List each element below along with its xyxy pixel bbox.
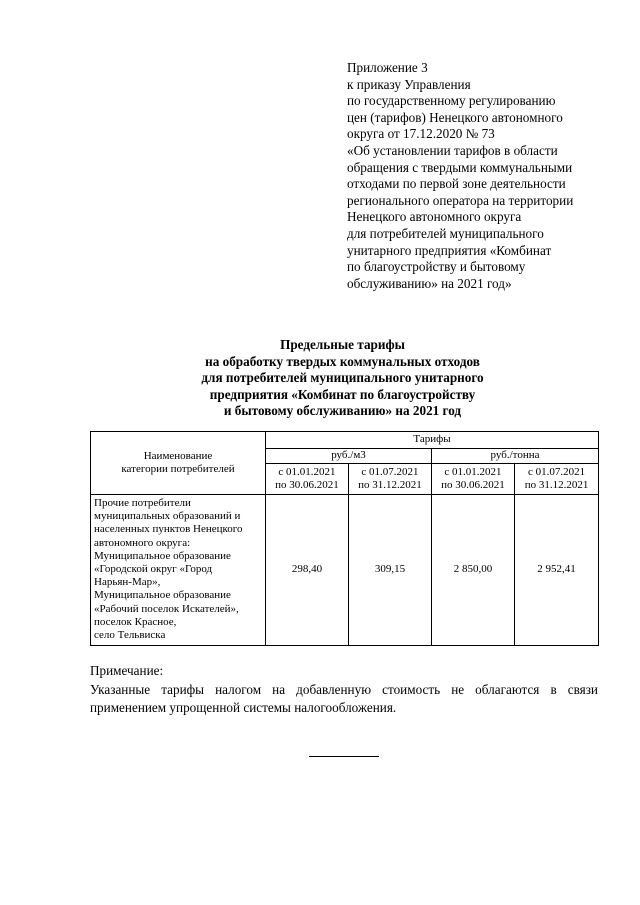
appendix-line: по благоустройству и бытовому	[347, 259, 526, 275]
closing-divider	[309, 756, 379, 757]
period-header-cell	[349, 464, 432, 495]
category-header-line: категории потребителей	[121, 463, 235, 475]
appendix-line: отходами по первой зоне деятельности	[347, 176, 566, 192]
appendix-line: Ненецкого автономного округа	[347, 209, 522, 225]
appendix-line: унитарного предприятия «Комбинат	[347, 242, 552, 258]
category-header-cell	[91, 432, 266, 495]
period-from: с 01.07.2021	[361, 465, 419, 478]
title-line: предприятия «Комбинат по благоустройству	[209, 386, 476, 402]
tariffs-header-cell: Тарифы	[266, 432, 599, 449]
period-from: с 01.07.2021	[527, 465, 586, 478]
period-to: по 30.06.2021	[441, 479, 505, 491]
appendix-line: «Об установлении тарифов в области	[347, 142, 558, 158]
category-line: «Городской округ «Город	[94, 563, 213, 576]
note-label: Примечание:	[90, 663, 164, 678]
appendix-line: для потребителей муниципального	[347, 225, 544, 241]
appendix-line: округа от 17.12.2020 № 73	[347, 126, 495, 142]
unit-header-tonne: руб./тонна	[432, 449, 599, 464]
category-cell	[91, 495, 266, 646]
period-to: по 30.06.2021	[275, 479, 339, 491]
appendix-line: цен (тарифов) Ненецкого автономного	[347, 109, 563, 125]
category-line: Прочие потребители	[94, 497, 191, 509]
table-row	[91, 495, 599, 646]
period-header-cell	[515, 464, 599, 495]
appendix-line: обслуживанию» на 2021 год»	[347, 275, 512, 291]
period-header-cell	[266, 464, 349, 495]
period-header-cell	[432, 464, 515, 495]
category-line: автономного округа:	[94, 536, 191, 549]
tariff-value-tonne-h1: 2 850,00	[432, 495, 515, 646]
note-text	[90, 681, 598, 716]
period-to: по 31.12.2021	[358, 479, 422, 491]
unit-header-m3: руб./м3	[266, 449, 432, 464]
period-to: по 31.12.2021	[524, 479, 589, 491]
tariff-value-tonne-h2: 2 952,41	[515, 495, 599, 646]
tariff-table	[90, 431, 599, 646]
appendix-line: по государственному регулированию	[347, 93, 556, 109]
category-line: муниципальных образований и	[94, 510, 241, 523]
document-title	[90, 337, 595, 420]
period-from: с 01.01.2021	[278, 465, 336, 478]
tariff-value-m3-h2: 309,15	[349, 495, 432, 646]
category-line: Муниципальное образование	[94, 589, 231, 602]
note-line: Указанные тарифы налогом на добавленную стоимость не облагаются в связи	[90, 682, 598, 697]
appendix-line: регионального оператора на территории	[347, 192, 574, 208]
category-line: населенных пунктов Ненецкого	[94, 523, 243, 536]
category-line: поселок Красное,	[94, 615, 177, 628]
period-from: с 01.01.2021	[444, 465, 502, 478]
title-line: и бытовому обслуживанию» на 2021 год	[223, 403, 462, 419]
title-line: для потребителей муниципального унитарного	[201, 370, 484, 386]
appendix-line: обращения с твердыми коммунальными	[347, 159, 573, 175]
title-line: на обработку твердых коммунальных отходов	[205, 353, 480, 369]
appendix-line: к приказу Управления	[347, 76, 471, 92]
note-line: применением упрощенной системы налогообложения.	[90, 699, 397, 715]
category-line: «Рабочий поселок Искателей»,	[94, 602, 239, 615]
category-line: Нарьян-Мар»,	[94, 576, 161, 589]
category-header-line: Наименование	[143, 449, 213, 462]
title-line: Предельные тарифы	[280, 337, 405, 352]
category-line: Муниципальное образование	[94, 549, 231, 562]
category-line: село Тельвиска	[94, 629, 166, 642]
tariff-value-m3-h1: 298,40	[266, 495, 349, 646]
appendix-header	[347, 60, 617, 292]
appendix-line: Приложение 3	[347, 60, 428, 75]
